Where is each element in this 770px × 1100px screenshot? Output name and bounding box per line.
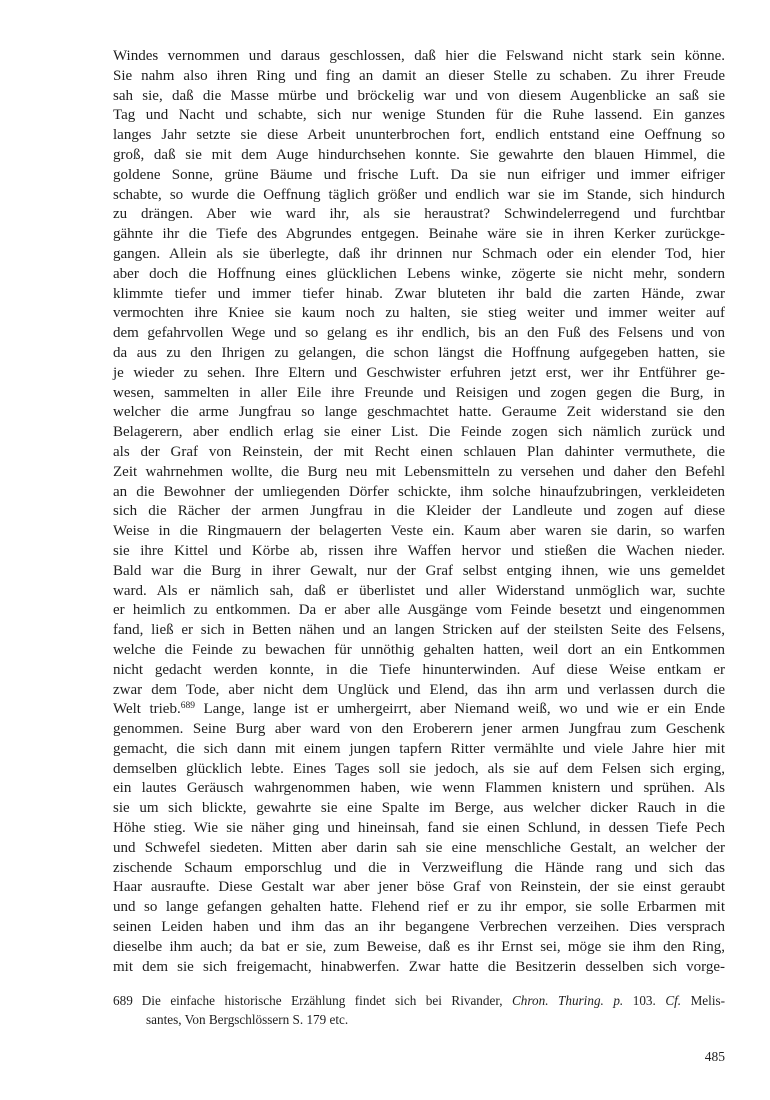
text-segment: zwar dem Tode, aber nicht dem Unglück und Elend, das ihn arm und verlassen durch die	[113, 681, 725, 698]
text-line	[113, 265, 725, 285]
text-segment: dieselbe ihm auch; da bat er sie, zum Beweise, daß es ihr Ernst sei, möge sie ihm den Ring,	[113, 938, 725, 955]
text-line	[113, 106, 725, 126]
text-segment: gemacht, die sich dann mit einem jungen tapfern Ritter vermählte und viele Jahre hier mit	[113, 740, 725, 757]
text-segment: Zeit wahrnehmen wollte, die Burg neu mit Lebensmitteln zu versehen und daher den Befehl	[113, 463, 725, 480]
page-number: 485	[704, 1049, 725, 1064]
text-line	[113, 463, 725, 483]
text-line	[113, 760, 725, 780]
text-segment: Cf.	[665, 993, 682, 1008]
text-line	[113, 344, 725, 364]
text-line	[113, 324, 725, 344]
text-segment: sah sie, daß die Masse mürbe und bröckelig war und von diesem Augenblicke an saß sie	[113, 87, 725, 104]
text-segment: Bald war die Burg in ihrer Gewalt, nur der Graf selbst entging ihnen, wie uns gemeldet	[113, 562, 725, 579]
text-line	[113, 522, 725, 542]
text-line	[113, 205, 725, 225]
text-segment: nicht gedacht werden konnte, in die Tiefe hinunterwinden. Auf diese Weise entkam er	[113, 661, 725, 678]
text-segment: demselben glücklich lebte. Eines Tages soll sie jedoch, als sie auf dem Felsen sich erging,	[113, 760, 725, 777]
text-line	[113, 502, 725, 522]
text-line	[113, 918, 725, 938]
text-segment: da aus zu den Ihrigen zu gelangen, die schon längst die Hoffnung aufgegeben hatten, sie	[113, 344, 725, 361]
text-line	[113, 245, 725, 265]
text-segment: welcher die arme Jungfrau so lange geschmachtet hatte. Geraume Zeit widerstand sie den	[113, 404, 725, 421]
text-segment: an die Bewohner der umliegenden Dörfer schickte, ihm solche hinaufzubringen, verkleideten	[113, 483, 725, 500]
body-text	[113, 47, 725, 977]
text-line	[113, 562, 725, 582]
text-line	[113, 878, 725, 898]
text-line	[113, 601, 725, 621]
text-segment: Tag und Nacht und schabte, sich nur wenige Stunden für die Ruhe lassend. Ein ganzes	[113, 107, 725, 124]
text-segment: Haar ausraufte. Diese Gestalt war aber jener böse Graf von Reinstein, der sie einst geraubt	[113, 879, 725, 896]
text-line	[113, 938, 725, 958]
text-line	[113, 304, 725, 324]
text-segment: sie ihre Kittel und Körbe ab, rissen ihre Waffen hervor und stießen die Wachen nieder.	[113, 542, 725, 559]
text-line	[113, 839, 725, 859]
text-segment: je wieder zu sehen. Ihre Eltern und Geschwister erfuhren jetzt erst, wer ihr Entführer ge-	[113, 364, 725, 381]
text-segment: welche die Feinde zu bewachen für unnöthig gehalten hatten, weil dort an ein Entkommen	[113, 641, 725, 658]
text-segment: ein lautes Geräusch wahrgenommen haben, wie wenn Flammen knistern und sprühen. Als	[113, 780, 725, 797]
text-line	[113, 1010, 725, 1029]
text-segment: aber doch die Hoffnung eines glücklichen Lebens winke, zögerte sie nicht mehr, sondern	[113, 265, 725, 282]
text-line	[113, 898, 725, 918]
text-segment: Lange, lange ist er umhergeirrt, aber Niemand weiß, wo und wie er ein Ende	[194, 701, 726, 718]
footnote-ref: 689	[180, 700, 195, 711]
footnote-number: 689	[113, 993, 133, 1008]
text-segment: Sie nahm also ihren Ring und fing an damit an dieser Stelle zu schaben. Zu ihrer Freude	[113, 67, 725, 84]
text-segment: Die einfache historische Erzählung findet sich bei Rivander,	[141, 993, 513, 1008]
text-line	[113, 819, 725, 839]
text-line	[113, 720, 725, 740]
text-line	[113, 166, 725, 186]
text-line	[113, 681, 725, 701]
text-segment: seinen Leiden haben und ihm das an ihr begangene Verbrechen verzeihen. Dies versprach	[113, 919, 725, 936]
text-line	[113, 483, 725, 503]
text-line	[113, 661, 725, 681]
text-segment: sie um sich blickte, gewahrte sie eine Spalte im Berge, aus welcher dicker Rauch in die	[113, 800, 725, 817]
text-segment: fand, ließ er sich in Betten nähen und an langen Stricken auf der steilsten Seite des Felsens,	[113, 622, 725, 639]
text-line	[113, 403, 725, 423]
text-segment: Höhe stieg. Wie sie näher ging und hineinsah, fand sie einen Schlund, in dessen Tiefe Pech	[113, 820, 725, 837]
text-line	[113, 186, 725, 206]
text-segment: Chron. Thuring. p.	[512, 993, 624, 1008]
text-segment: er heimlich zu entkommen. Da er aber alle Ausgänge vom Feinde besetzt und eingenommen	[113, 602, 725, 619]
text-line	[113, 225, 725, 245]
text-segment: dem gefahrvollen Wege und so gelang es ihr endlich, bis an den Fuß des Felsens und von	[113, 325, 725, 342]
text-segment: groß, daß sie mit dem Auge hindurchsehen konnte. Sie gewahrte den blauen Himmel, die	[113, 146, 725, 163]
text-line	[113, 364, 725, 384]
text-line	[113, 67, 725, 87]
text-line	[113, 126, 725, 146]
text-segment: schabte, so wurde die Oeffnung täglich größer und endlich war sie im Stande, sich hindurch	[113, 186, 725, 203]
text-segment: Weise in die Ringmauern der belagerten Veste ein. Kaum aber waren sie darin, so warfen	[113, 523, 725, 540]
text-line	[113, 47, 725, 67]
text-line	[113, 87, 725, 107]
text-segment: Melis-	[681, 993, 726, 1008]
text-line	[113, 779, 725, 799]
text-line	[113, 641, 725, 661]
text-segment: langes Jahr setzte sie diese Arbeit ununterbrochen fort, endlich entstand eine Oeffnung so	[113, 127, 725, 144]
text-segment: und so lange gefangen gehalten hatte. Flehend rief er zu ihr empor, sie solle Erbarmen mit	[113, 899, 725, 916]
text-line	[113, 285, 725, 305]
text-line	[113, 384, 725, 404]
text-segment: Windes vernommen und daraus geschlossen, daß hier die Felswand nicht stark sein könne.	[113, 48, 725, 64]
text-segment: santes, Von Bergschlössern S. 179 etc.	[146, 1012, 349, 1027]
text-segment: als der Graf von Reinstein, der mit Recht einen schlauen Plan dahinter vermuthete, die	[113, 443, 725, 460]
text-line	[113, 991, 725, 1010]
text-segment: mit dem sie sich freigemacht, hinabwerfen. Zwar hatte die Besitzerin desselben sich vorge-	[113, 958, 725, 975]
text-line	[113, 740, 725, 760]
text-segment: ward. Als er nämlich sah, daß er überlistet und aller Widerstand unmöglich war, suchte	[113, 582, 725, 599]
text-segment: vermochten ihre Kniee sie kaum noch zu halten, sie stieg weiter und immer weiter auf	[113, 305, 725, 322]
text-segment: gähnte ihr die Tiefe des Abgrundes entgegen. Beinahe wäre sie in ihren Kerker zurückge-	[113, 226, 725, 243]
text-segment: goldene Sonne, grüne Bäume und frische Luft. Da sie nun eifriger und immer eifriger	[113, 166, 725, 183]
text-segment: Belagerern, aber endlich erlag sie einer List. Die Feinde zogen sich nämlich zurück und	[113, 424, 725, 441]
text-segment: und Schwefel siedeten. Mitten aber darin sah sie eine menschliche Gestalt, an welcher der	[113, 839, 725, 856]
text-segment: klimmte tiefer und immer tiefer hinab. Zwar bluteten ihr bald die zarten Hände, zwar	[113, 285, 725, 302]
text-line	[113, 799, 725, 819]
text-line	[113, 443, 725, 463]
text-line	[113, 542, 725, 562]
text-segment: gangen. Allein als sie überlegte, daß ihr drinnen nur Schmach oder ein elender Tod, hier	[113, 245, 725, 262]
text-line	[113, 423, 725, 443]
text-segment: genommen. Seine Burg aber ward von den Eroberern jener armen Jungfrau zum Geschenk	[113, 721, 725, 738]
text-segment: 103.	[623, 993, 666, 1008]
text-segment: sich die Rächer der armen Jungfrau in die Kleider der Landleute und zogen auf diese	[113, 503, 725, 520]
text-segment: Welt trieb.	[113, 701, 181, 718]
text-line	[113, 958, 725, 978]
text-segment: wesen, sammelten in aller Eile ihre Freunde und Reisigen und zogen gegen die Burg, in	[113, 384, 725, 401]
text-line	[113, 700, 725, 720]
text-line	[113, 582, 725, 602]
footnote	[113, 991, 725, 1029]
text-line	[113, 146, 725, 166]
text-segment: zu drängen. Aber wie ward ihr, als sie heraustrat? Schwindelerregend und furchtbar	[113, 206, 725, 223]
text-line	[113, 621, 725, 641]
text-line	[113, 859, 725, 879]
text-segment: zischende Schaum emporschlug und die in Verzweiflung die Hände rang und sich das	[113, 859, 725, 876]
